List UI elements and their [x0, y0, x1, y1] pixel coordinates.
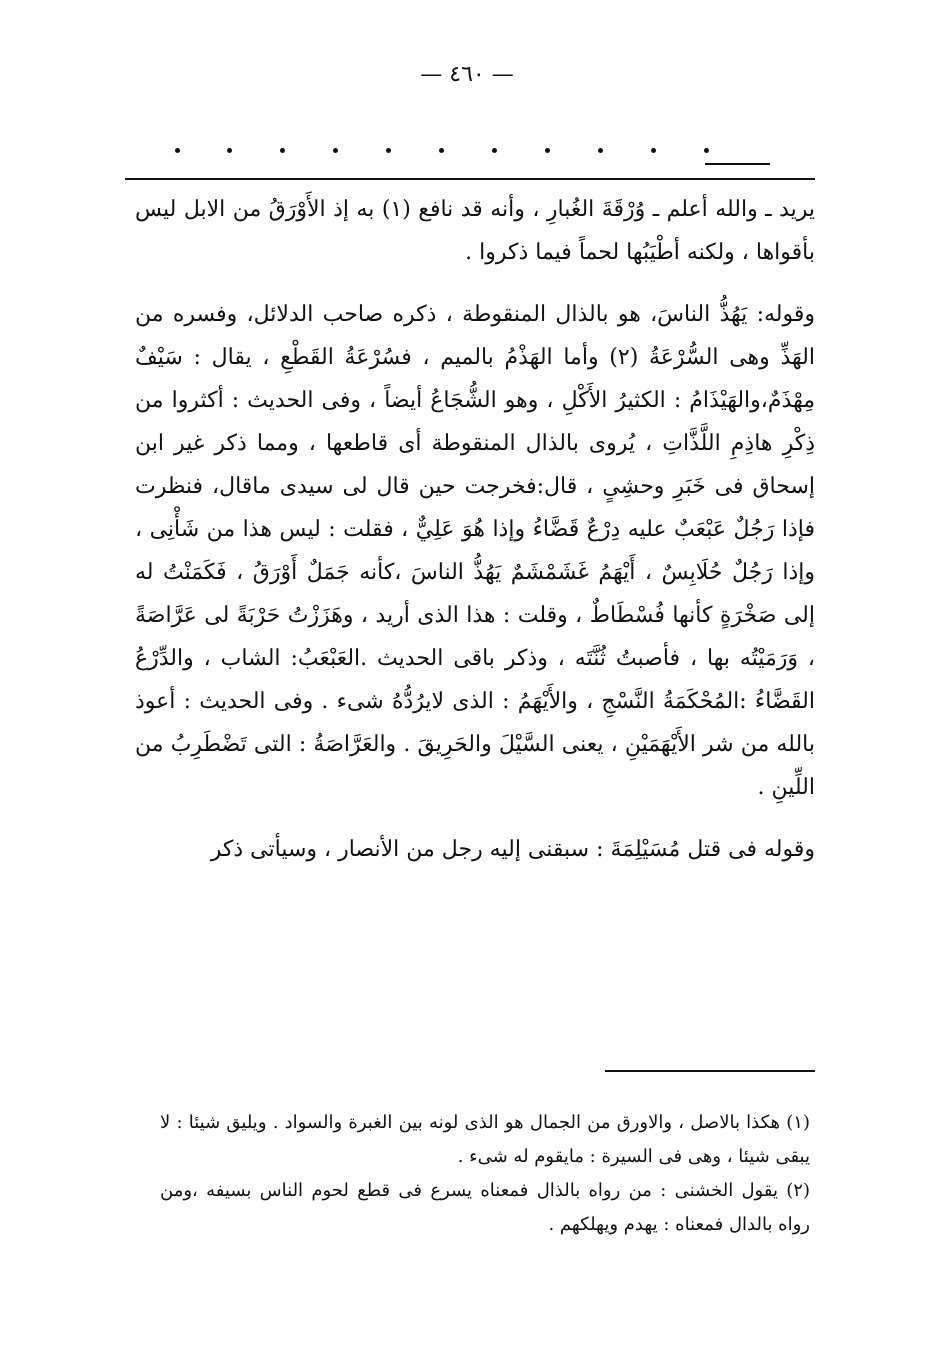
footnotes [160, 1106, 810, 1242]
ornament-dot [175, 148, 180, 153]
ornament-dot [386, 148, 391, 153]
footnote: (٢) يقول الخشنى : من رواه بالذال فمعناه يسرع فى قطع لحوم الناس بسيفه ،ومن رواه بالدال فمعناه : يهدم ويهلكهم . [160, 1180, 810, 1235]
ornament-dot [280, 148, 285, 153]
ornament-dot [598, 148, 603, 153]
page-number: — ٤٦٠ — [420, 62, 514, 87]
ornament-dot [651, 148, 656, 153]
header-ornament-dots [175, 140, 755, 160]
ornament-dot [492, 148, 497, 153]
header-rule [125, 178, 815, 180]
ornament-dot [704, 148, 709, 153]
footnote: (١) هكذا بالاصل ، والاورق من الجمال هو الذى لونه بين الغبرة والسواد . ويليق شيئا : لا يبقى شيئا ، وهى فى السيرة : مايقوم له شىء . [160, 1112, 810, 1167]
footnote-separator [605, 1070, 815, 1072]
paragraph: وقوله: يَهُذُّ الناسَ، هو بالذال المنقوطة ، ذكره صاحب الدلائل، وفسره من الهَذِّ وهى السُّرْعَةُ (٢) وأما الهَذْمُ بالميم ، فسُرْعَةُ القَطْعِ ، يقال : سَيْفٌ مِهْذَمٌ،والهَيْذَامُ : الكثيرُ الأَكْلِ ، وهو الشُّجَاعُ أيضاً ، وفى الحديث : أكثروا من ذِكْرِ هاذِمِ اللَّذَّاتِ ، يُروى بالذال المنقوطة أى قاطعها ، ومما ذكر غير ابن إسحاق فى خَبَرِ وحشِىٍ ، قال:فخرجت حين قال لى سيدى ماقال، فنظرت فإذا رَجُلٌ عَبْعَبٌ عليه دِرْعٌ قَضَّاءُ وإذا هُوَ عَلِيٌّ ، فقلت : ليس هذا من شَأْنِى ، وإذا رَجُلٌ حُلَابِسٌ ، أَيْهَمُ غَشَمْشَمٌ يَهُذُّ الناسَ ،كأنه جَمَلٌ أَوْرَقُ ، فَكَمَنْتُ له إلى صَخْرَةٍ كأنها فُسْطَاطٌ ، وقلت : هذا الذى أريد ، وهَزَزْتُ حَرْبَةً لى عَرَّاصَةً ، وَرَمَيْتُه بها ، فأصبتُ ثُنَّتَه ، وذكر باقى الحديث .العَبْعَبُ: الشاب ، والدِّرْعُ القَضَّاءُ :المُحْكَمَةُ النَّسْجِ ، والأَيْهَمُ : الذى لايرُدُّهُ شىء . وفى الحديث : أعوذ بالله من شر الأَيْهَمَيْنِ ، يعنى السَّيْلَ والحَرِيقَ . والعَرَّاصَةُ : التى تَضْطَرِبُ من اللِّينِ . [135, 302, 815, 800]
paragraph: وقوله فى قتل مُسَيْلِمَةَ : سبقنى إليه رجل من الأنصار ، وسيأتى ذكر [210, 837, 815, 862]
main-text [135, 188, 815, 890]
ornament-dot [545, 148, 550, 153]
paragraph: يريد ـ والله أعلم ـ وُرْقَةَ الغُبارِ ، وأنه قد نافع (١) به إذ الأَوْرَقُ من الابل ليس بأقواها ، ولكنه أطْيَبُها لحماً فيما ذكروا . [135, 197, 815, 265]
ornament-dot [333, 148, 338, 153]
ornament-dot [439, 148, 444, 153]
ornament-dot [227, 148, 232, 153]
header-dash [705, 163, 770, 165]
